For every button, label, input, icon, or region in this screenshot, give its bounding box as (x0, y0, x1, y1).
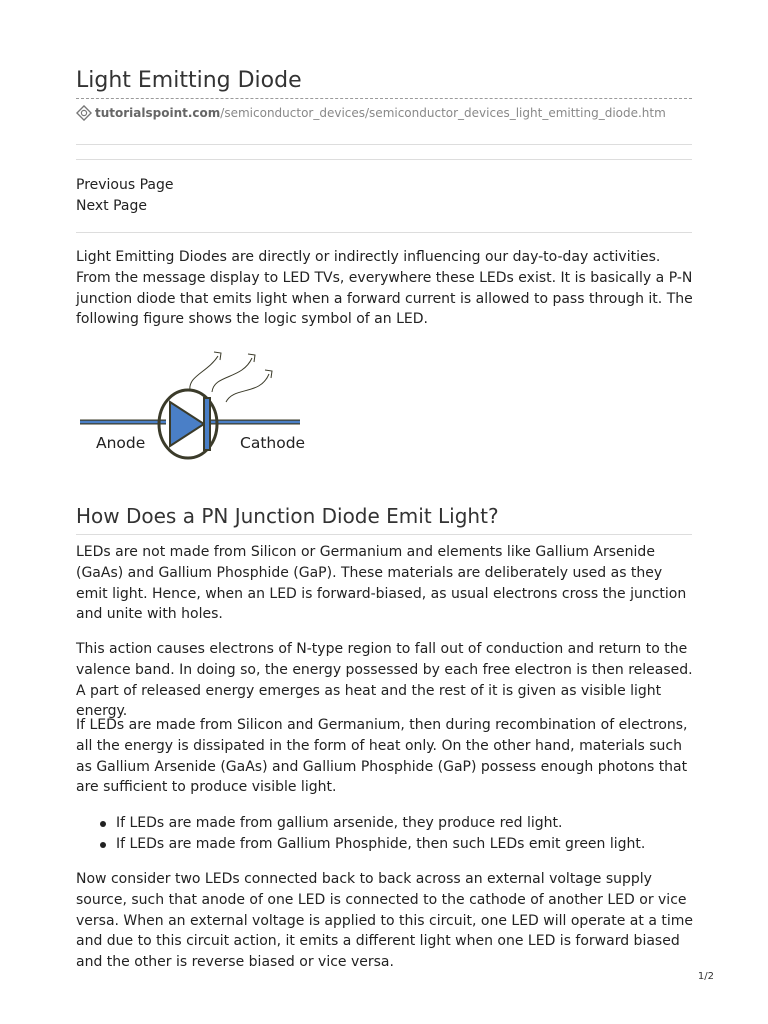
led-triangle (170, 402, 204, 446)
body-paragraph: This action causes electrons of N-type region to fall out of conduction and return to the valence band. In doing so, the energy possessed by each free electron is then released. A part of released energy emerges as heat and the rest of it is given as visible light energy. (76, 641, 693, 720)
tutorialspoint-logo-icon (76, 105, 92, 121)
list-item: If LEDs are made from gallium arsenide, they produce red light. (76, 813, 696, 834)
divider (76, 232, 692, 233)
divider (76, 534, 692, 535)
page-number: 1/2 (697, 971, 714, 982)
divider (76, 144, 692, 145)
divider (76, 159, 692, 160)
title-divider (76, 98, 692, 99)
previous-page-link[interactable]: Previous Page (76, 177, 174, 193)
list-item: If LEDs are made from Gallium Phosphide, then such LEDs emit green light. (76, 834, 696, 855)
source-path: /semiconductor_devices/semiconductor_devices_light_emitting_diode.htm (220, 106, 666, 120)
page-navigation (76, 175, 174, 217)
anode-label: Anode (96, 434, 146, 452)
next-page-link[interactable]: Next Page (76, 198, 147, 214)
body-paragraph: LEDs are not made from Silicon or Germanium and elements like Gallium Arsenide (GaAs) and Gallium Phosphide (GaP). These materials are deliberately used as they emit light. Hence, when an LED is forward-biased, as usual electrons cross the junction and unite with holes. (76, 544, 687, 623)
section-heading: How Does a PN Junction Diode Emit Light? (76, 504, 499, 528)
light-arrow (212, 358, 252, 392)
cathode-bar (204, 398, 210, 450)
bullet-list (76, 813, 696, 855)
light-arrow (226, 374, 269, 402)
cathode-label: Cathode (240, 434, 306, 452)
page-title: Light Emitting Diode (76, 68, 302, 93)
light-arrow (190, 356, 218, 390)
closing-paragraph: Now consider two LEDs connected back to back across an external voltage supply source, such that anode of one LED is connected to the cathode of another LED or vice versa. When an external voltage is applied to this circuit, one LED will operate at a time and due to this circuit action, it emits a different light when one LED is forward biased and the other is reverse biased or vice versa. (76, 871, 693, 971)
source-url[interactable] (76, 104, 666, 122)
body-paragraph: If LEDs are made from Silicon and Germanium, then during recombination of electrons, all the energy is dissipated in the form of heat only. On the other hand, materials such as Gallium Arsenide (GaAs) and Gallium Phosphide (GaP) possess enough photons that are sufficient to produce visible light. (76, 717, 688, 796)
intro-paragraph: Light Emitting Diodes are directly or indirectly influencing our day-to-day activities. From the message display to LED TVs, everywhere these LEDs exist. It is basically a P-N junction diode that emits light when a forward current is allowed to pass through it. The following figure shows the logic symbol of an LED. (76, 249, 693, 328)
led-symbol-diagram (76, 346, 316, 466)
source-domain: tutorialspoint.com (95, 106, 221, 120)
